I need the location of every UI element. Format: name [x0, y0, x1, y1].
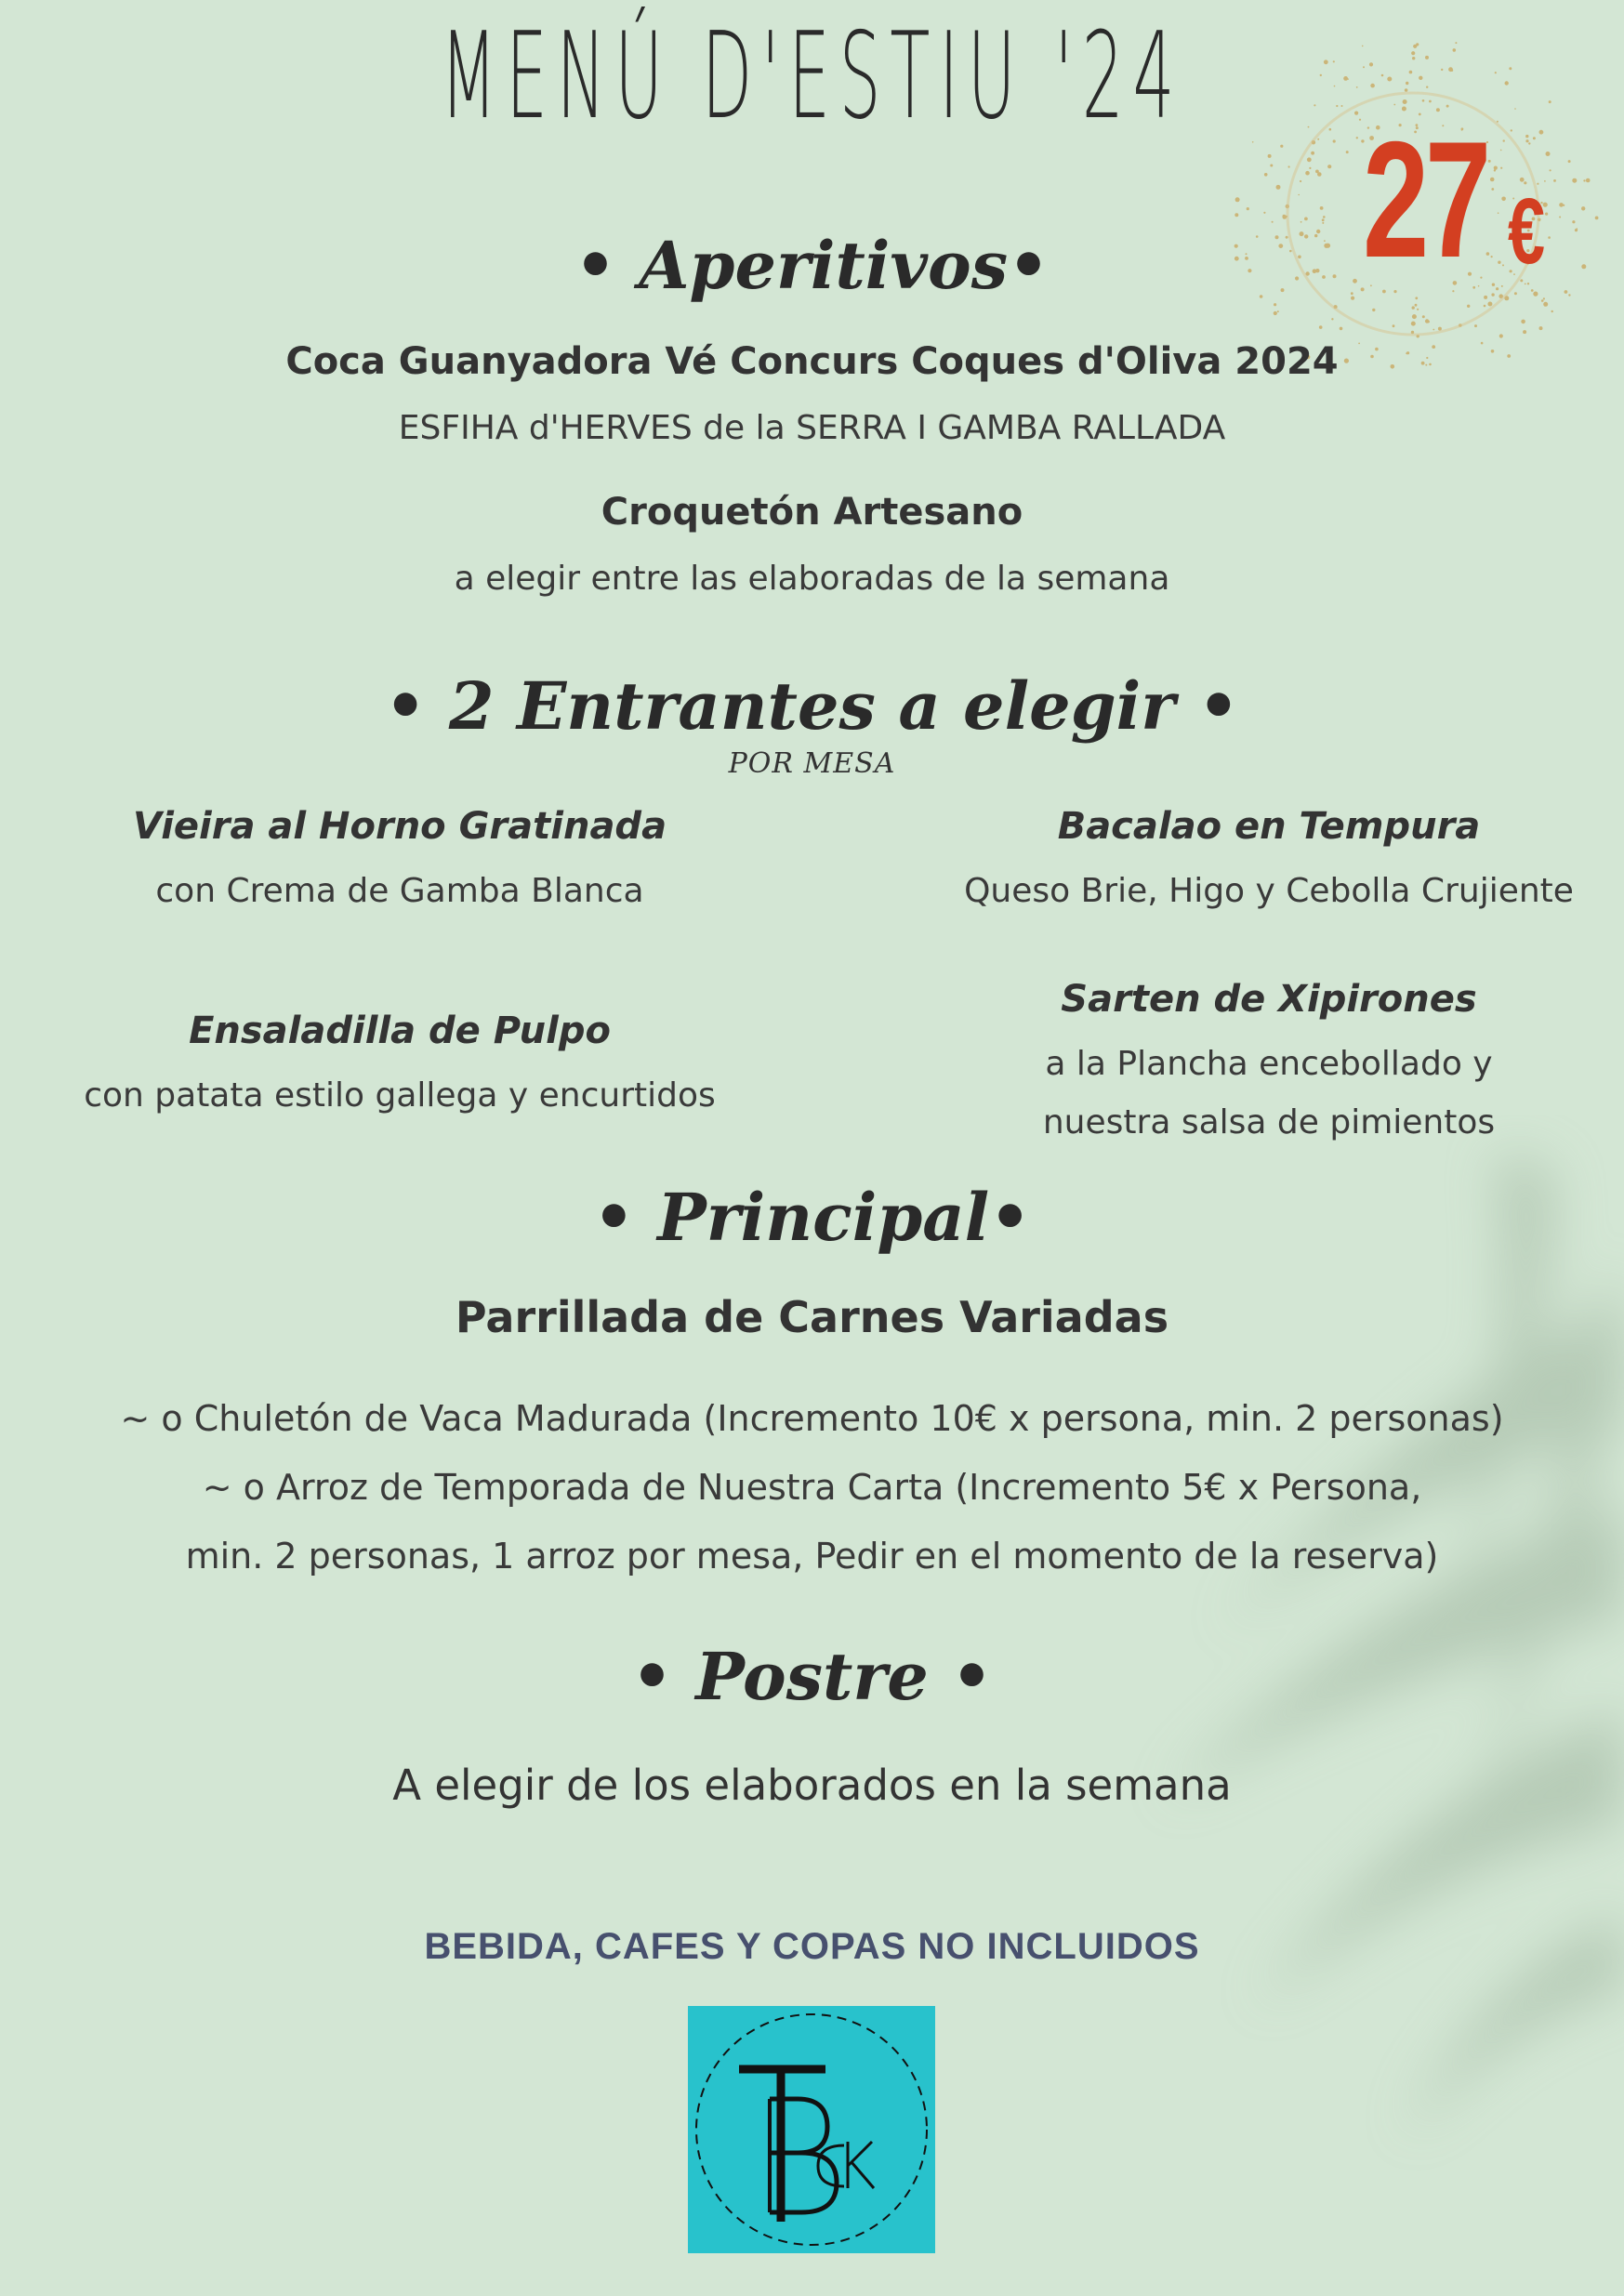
section-heading-aperitivos: • Aperitivos•: [574, 227, 1050, 304]
glitter-dot: [1301, 221, 1302, 223]
glitter-dot: [1327, 165, 1331, 168]
glitter-dot: [1405, 88, 1408, 92]
glitter-dot: [1514, 108, 1516, 110]
monogram-icon: [688, 2006, 935, 2253]
glitter-dot: [1411, 51, 1415, 55]
dish-title-xipirones: Sarten de Xipirones: [1061, 978, 1477, 1021]
glitter-dot: [1288, 165, 1290, 167]
glitter-dot: [1448, 67, 1453, 72]
glitter-dot: [1283, 215, 1287, 218]
glitter-dot: [1412, 314, 1417, 319]
glitter-dot: [1426, 86, 1428, 88]
por-mesa-subheading: POR MESA: [728, 747, 896, 780]
glitter-dot: [1272, 221, 1274, 223]
glitter-dot: [1533, 137, 1536, 139]
price-amount: 27: [1363, 107, 1487, 292]
glitter-dot: [1521, 320, 1525, 324]
glitter-dot: [1334, 86, 1336, 87]
glitter-dot: [1381, 74, 1384, 77]
glitter-dot: [1500, 150, 1502, 152]
glitter-dot: [1333, 60, 1335, 62]
glitter-dot: [1320, 206, 1324, 210]
glitter-dot: [1309, 167, 1311, 169]
glitter-dot: [1307, 157, 1312, 162]
glitter-dot: [1340, 327, 1343, 331]
glitter-dot: [1568, 160, 1571, 163]
principal-option-arroz-2: min. 2 personas, 1 arroz por mesa, Pedir en el momento de la reserva): [185, 1536, 1439, 1577]
glitter-dot: [1300, 180, 1301, 182]
dish-desc-ensaladilla: con patata estilo gallega y encurtidos: [84, 1076, 716, 1115]
glitter-dot: [1247, 207, 1249, 210]
dish-desc-coca: ESFIHA d'HERVES de la SERRA I GAMBA RALLADA: [398, 409, 1226, 447]
glitter-dot: [1413, 45, 1417, 48]
glitter-dot: [1235, 213, 1238, 217]
glitter-dot: [1505, 81, 1509, 85]
entrante-bacalao: [939, 805, 1599, 910]
glitter-dot: [1581, 206, 1585, 210]
glitter-dot: [1235, 197, 1240, 202]
dish-desc-xipirones-2: nuestra salsa de pimientos: [1042, 1103, 1496, 1141]
glitter-dot: [1320, 74, 1322, 76]
glitter-dot: [1525, 135, 1528, 138]
glitter-dot: [1274, 311, 1277, 315]
glitter-dot: [1305, 171, 1310, 176]
dish-title-coca: Coca Guanyadora Vé Concurs Coques d'Oliva 2024: [285, 340, 1339, 383]
section-heading-entrantes: • 2 Entrantes a elegir •: [384, 667, 1240, 745]
drinks-not-included-note: BEBIDA, CAFES Y COPAS NO INCLUIDOS: [424, 1926, 1200, 1967]
glitter-dot: [1298, 194, 1300, 196]
glitter-dot: [1280, 145, 1283, 148]
glitter-dot: [1314, 104, 1315, 106]
dish-title-vieira: Vieira al Horno Gratinada: [132, 805, 667, 848]
glitter-dot: [1422, 99, 1425, 102]
glitter-dot: [1346, 151, 1349, 153]
glitter-dot: [1362, 46, 1364, 47]
glitter-dot: [1546, 152, 1551, 156]
glitter-dot: [1268, 154, 1272, 158]
dish-title-bacalao: Bacalao en Tempura: [1057, 805, 1481, 848]
dish-title-croqueton: Croquetón Artesano: [601, 491, 1023, 534]
glitter-dot: [1369, 62, 1373, 66]
glitter-dot: [1270, 165, 1273, 167]
glitter-dot: [1474, 324, 1477, 327]
glitter-dot: [1308, 126, 1310, 128]
glitter-dot: [1323, 216, 1326, 218]
glitter-dot: [1539, 326, 1543, 330]
glitter-dot: [1490, 178, 1495, 182]
glitter-dot: [1422, 315, 1425, 318]
dish-desc-croqueton: a elegir entre las elaboradas de la semana: [454, 560, 1170, 598]
glitter-dot: [1263, 212, 1265, 214]
glitter-dot: [1406, 82, 1408, 85]
glitter-dot: [1572, 178, 1577, 183]
section-heading-principal: • Principal•: [593, 1179, 1031, 1256]
dish-title-parrillada: Parrillada de Carnes Variadas: [455, 1292, 1169, 1342]
glitter-dot: [1412, 306, 1415, 309]
glitter-dot: [1429, 100, 1432, 103]
entrante-ensaladilla: [56, 1009, 744, 1115]
glitter-dot: [1494, 166, 1498, 170]
section-heading-postre: • Postre •: [631, 1638, 993, 1715]
glitter-dot: [1322, 218, 1325, 221]
glitter-dot: [1331, 318, 1333, 320]
glitter-dot: [1333, 139, 1336, 142]
glitter-dot: [1559, 217, 1561, 218]
glitter-dot: [1553, 179, 1556, 182]
glitter-dot: [1467, 305, 1470, 308]
glitter-dot: [1411, 322, 1416, 326]
menu-title: MENÚ D'ESTIU '24: [440, 7, 1184, 146]
glitter-dot: [1322, 222, 1324, 224]
glitter-dot: [1563, 205, 1565, 206]
glitter-dot: [1317, 139, 1319, 140]
glitter-dot: [1359, 119, 1361, 121]
glitter-dot: [1509, 67, 1512, 70]
glitter-dot: [1501, 197, 1506, 202]
glitter-dot: [1523, 330, 1526, 334]
glitter-dot: [1276, 185, 1281, 190]
glitter-dot: [1495, 72, 1497, 73]
glitter-dot: [1484, 305, 1486, 308]
glitter-dot: [1528, 142, 1530, 144]
glitter-dot: [1498, 212, 1499, 214]
glitter-dot: [1583, 179, 1585, 181]
principal-option-arroz-1: ~ o Arroz de Temporada de Nuestra Carta (Incremento 5€ x Persona,: [202, 1467, 1422, 1508]
glitter-dot: [1412, 57, 1415, 59]
glitter-dot: [1419, 76, 1422, 80]
glitter-dot: [1500, 167, 1502, 169]
glitter-dot: [1545, 213, 1548, 216]
glitter-dot: [1387, 77, 1392, 82]
glitter-dot: [1415, 304, 1418, 307]
dish-desc-xipirones-1: a la Plancha encebollado y: [1045, 1045, 1493, 1083]
glitter-dot: [1317, 172, 1322, 177]
glitter-dot: [1370, 84, 1375, 88]
glitter-dot: [1488, 160, 1491, 163]
glitter-dot: [1550, 169, 1551, 171]
glitter-dot: [1453, 48, 1457, 52]
glitter-dot: [1356, 137, 1358, 139]
glitter-dot: [1393, 324, 1395, 327]
glitter-dot: [1441, 69, 1443, 71]
glitter-dot: [1409, 71, 1413, 74]
glitter-dot: [1427, 321, 1430, 323]
dish-desc-bacalao: Queso Brie, Higo y Cebolla Crujiente: [964, 872, 1574, 910]
dish-desc-vieira: con Crema de Gamba Blanca: [155, 872, 644, 910]
glitter-dot: [1438, 327, 1442, 331]
glitter-dot: [1455, 42, 1457, 44]
glitter-dot: [1277, 310, 1279, 312]
glitter-dot: [1329, 128, 1332, 131]
glitter-dot: [1324, 59, 1328, 64]
glitter-dot: [1356, 86, 1358, 88]
glitter-dot: [1311, 152, 1314, 155]
glitter-dot: [1595, 217, 1599, 220]
entrante-vieira: [74, 805, 725, 910]
glitter-dot: [1549, 100, 1551, 103]
glitter-dot: [1343, 76, 1348, 81]
glitter-dot: [1417, 309, 1419, 310]
dish-title-ensaladilla: Ensaladilla de Pulpo: [189, 1009, 611, 1052]
glitter-dot: [1304, 218, 1308, 221]
glitter-dot: [1425, 56, 1429, 59]
entrante-xipirones: [939, 978, 1599, 1141]
glitter-dot: [1499, 334, 1503, 337]
glitter-dot: [1525, 139, 1528, 142]
glitter-dot: [1363, 66, 1365, 68]
glitter-dot: [1491, 188, 1494, 191]
price-currency: €: [1508, 179, 1546, 284]
glitter-dot: [1341, 105, 1343, 107]
glitter-dot: [1511, 129, 1512, 131]
glitter-dot: [1336, 105, 1338, 107]
postre-desc: A elegir de los elaborados en la semana: [392, 1761, 1232, 1810]
principal-option-chuleton: ~ o Chuletón de Vaca Madurada (Incremento 10€ x persona, min. 2 personas): [120, 1398, 1504, 1439]
glitter-dot: [1572, 220, 1575, 223]
glitter-dot: [1551, 310, 1553, 312]
glitter-dot: [1586, 178, 1591, 183]
glitter-dot: [1354, 112, 1358, 115]
monogram-logo: [688, 2006, 935, 2253]
glitter-dot: [1372, 309, 1375, 311]
glitter-dot: [1264, 173, 1268, 177]
glitter-dot: [1503, 139, 1505, 141]
glitter-dot: [1319, 325, 1323, 329]
glitter-dot: [1433, 329, 1434, 331]
glitter-dot: [1559, 203, 1564, 207]
glitter-dot: [1539, 130, 1544, 135]
